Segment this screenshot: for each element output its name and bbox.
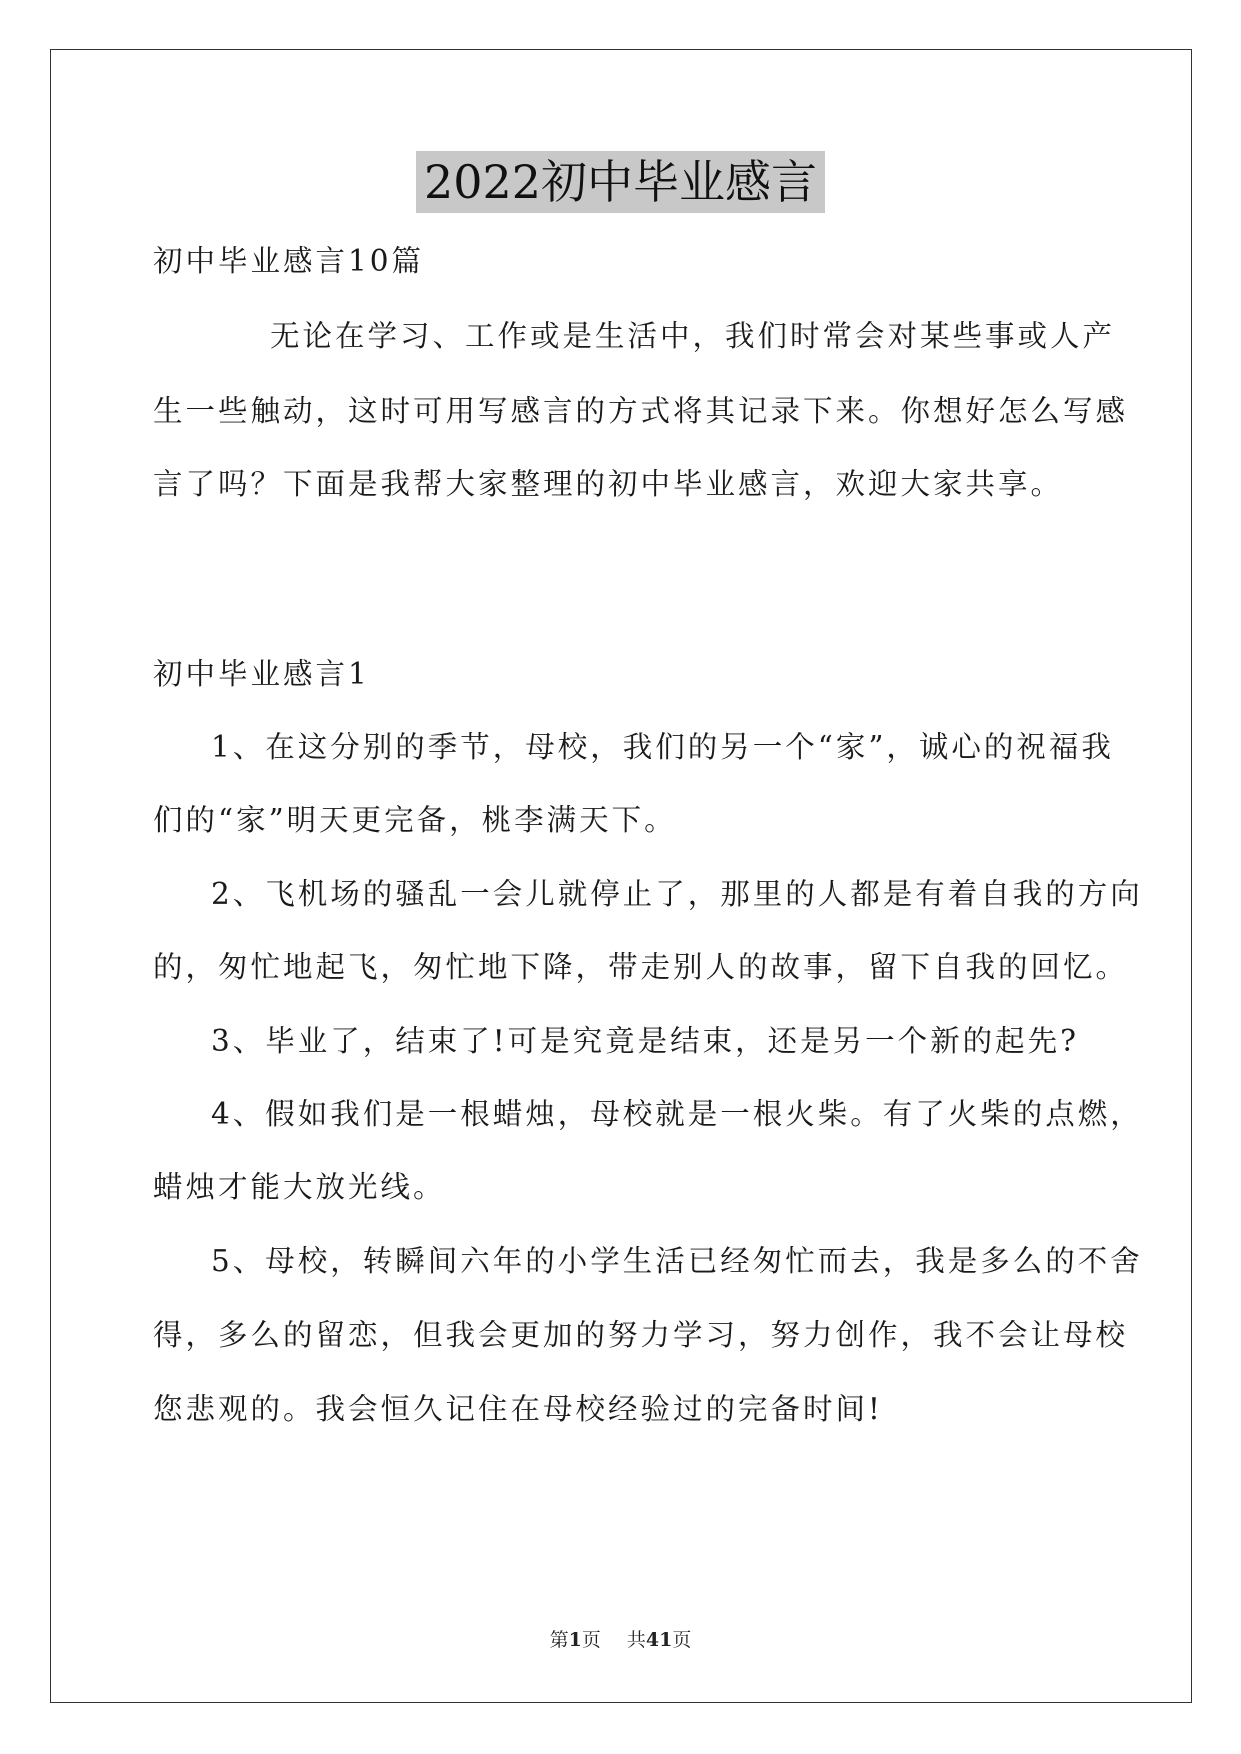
document-title — [0, 150, 1241, 214]
paragraph-line: 言了吗？下面是我帮大家整理的初中毕业感言，欢迎大家共享。 — [153, 467, 1064, 501]
subtitle-line: 初中毕业感言10篇 — [153, 244, 425, 278]
paragraph-line: 4、假如我们是一根蜡烛，母校就是一根火柴。有了火柴的点燃， — [211, 1097, 1143, 1131]
document-title-text: 2022初中毕业感言 — [416, 151, 825, 213]
paragraph-line: 1、在这分别的季节，母校，我们的另一个“家”，诚心的祝福我 — [211, 730, 1114, 764]
page-label: 页 — [581, 1629, 601, 1651]
current-page-number: 1 — [568, 1629, 582, 1651]
paragraph-line: 生一些触动，这时可用写感言的方式将其记录下来。你想好怎么写感 — [153, 394, 1129, 428]
total-prefix: 共 — [626, 1629, 646, 1651]
paragraph-line: 3、毕业了，结束了!可是究竟是结束，还是另一个新的起先? — [211, 1024, 1079, 1058]
paragraph-line: 无论在学习、工作或是生活中，我们时常会对某些事或人产 — [270, 319, 1116, 353]
paragraph-line: 得，多么的留恋，但我会更加的努力学习，努力创作，我不会让母校 — [153, 1318, 1129, 1352]
paragraph-line: 您悲观的。我会恒久记住在母校经验过的完备时间! — [153, 1392, 883, 1426]
total-page-count: 41 — [645, 1629, 673, 1651]
page-footer — [0, 1626, 1241, 1654]
section-heading: 初中毕业感言1 — [153, 657, 370, 691]
paragraph-line: 们的“家”明天更完备，桃李满天下。 — [153, 803, 677, 837]
paragraph-line: 蜡烛才能大放光线。 — [153, 1170, 446, 1204]
paragraph-line: 5、母校，转瞬间六年的小学生活已经匆忙而去，我是多么的不舍 — [211, 1244, 1143, 1278]
paragraph-line: 2、飞机场的骚乱一会儿就停止了，那里的人都是有着自我的方向 — [211, 877, 1143, 911]
total-suffix: 页 — [672, 1629, 692, 1651]
page-prefix: 第 — [549, 1629, 569, 1651]
paragraph-line: 的，匆忙地起飞，匆忙地下降，带走别人的故事，留下自我的回忆。 — [153, 950, 1129, 984]
